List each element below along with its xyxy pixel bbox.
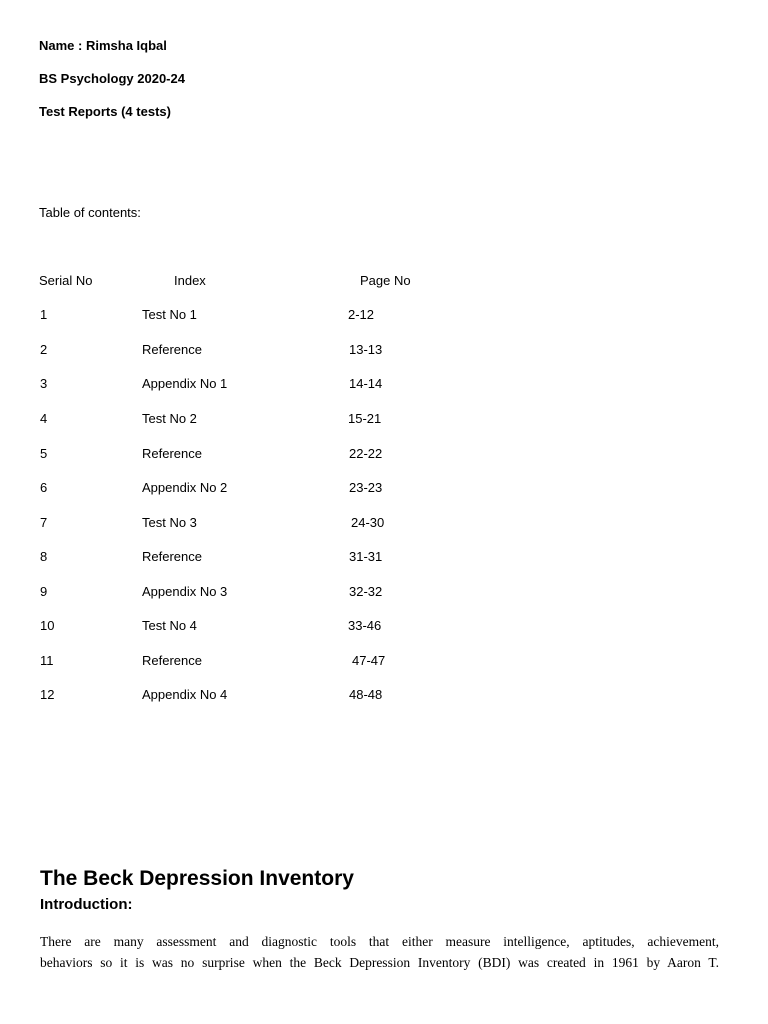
toc-serial: 9 [40,584,48,599]
toc-title: Table of contents: [39,205,141,220]
toc-header-row [0,273,768,291]
toc-row [0,584,768,602]
toc-index: Test No 2 [142,411,197,426]
toc-page: 24-30 [351,515,385,530]
toc-row [0,376,768,394]
toc-page: 31-31 [349,549,383,564]
toc-index: Reference [142,446,202,461]
toc-row [0,342,768,360]
toc-page: 33-46 [348,618,382,633]
toc-row [0,549,768,567]
toc-serial: 5 [40,446,48,461]
toc-serial: 2 [40,342,48,357]
toc-page: 32-32 [349,584,383,599]
program-line: BS Psychology 2020-24 [39,71,185,86]
toc-row [0,687,768,705]
toc-serial: 7 [40,515,48,530]
toc-page: 22-22 [349,446,383,461]
toc-page: 48-48 [349,687,383,702]
toc-index: Appendix No 3 [142,584,228,599]
toc-row [0,480,768,498]
toc-index: Test No 3 [142,515,197,530]
toc-serial: 4 [40,411,48,426]
toc-serial: 6 [40,480,48,495]
toc-serial: 12 [40,687,55,702]
section-subtitle: Introduction: [40,896,133,913]
intro-paragraph [40,931,719,973]
toc-page: 2-12 [348,307,375,322]
toc-page: 15-21 [348,411,382,426]
toc-row [0,618,768,636]
toc-row [0,653,768,671]
toc-serial: 1 [40,307,48,322]
toc-header-index: Index [174,273,206,288]
toc-page: 23-23 [349,480,383,495]
toc-page: 47-47 [352,653,386,668]
toc-index: Appendix No 2 [142,480,228,495]
reports-line: Test Reports (4 tests) [39,104,171,119]
toc-row [0,307,768,325]
toc-header-serial: Serial No [39,273,93,288]
toc-serial: 3 [40,376,48,391]
toc-serial: 8 [40,549,48,564]
toc-index: Test No 1 [142,307,197,322]
toc-index: Reference [142,549,202,564]
section-title: The Beck Depression Inventory [40,867,354,890]
toc-serial: 10 [40,618,55,633]
student-name: Name : Rimsha Iqbal [39,38,167,53]
toc-page: 14-14 [349,376,383,391]
intro-paragraph-line: There are many assessment and diagnostic tools that either measure intelligence, aptitudes, achievement, [40,934,719,949]
intro-paragraph-line: behaviors so it is was no surprise when the Beck Depression Inventory (BDI) was created in 1961 by Aaron T. [40,955,719,970]
toc-row [0,515,768,533]
toc-index: Appendix No 1 [142,376,228,391]
toc-index: Reference [142,342,202,357]
toc-index: Test No 4 [142,618,197,633]
toc-row [0,411,768,429]
toc-row [0,446,768,464]
toc-serial: 11 [40,653,54,668]
toc-page: 13-13 [349,342,383,357]
toc-header-page: Page No [360,273,411,288]
toc-index: Reference [142,653,202,668]
toc-index: Appendix No 4 [142,687,228,702]
